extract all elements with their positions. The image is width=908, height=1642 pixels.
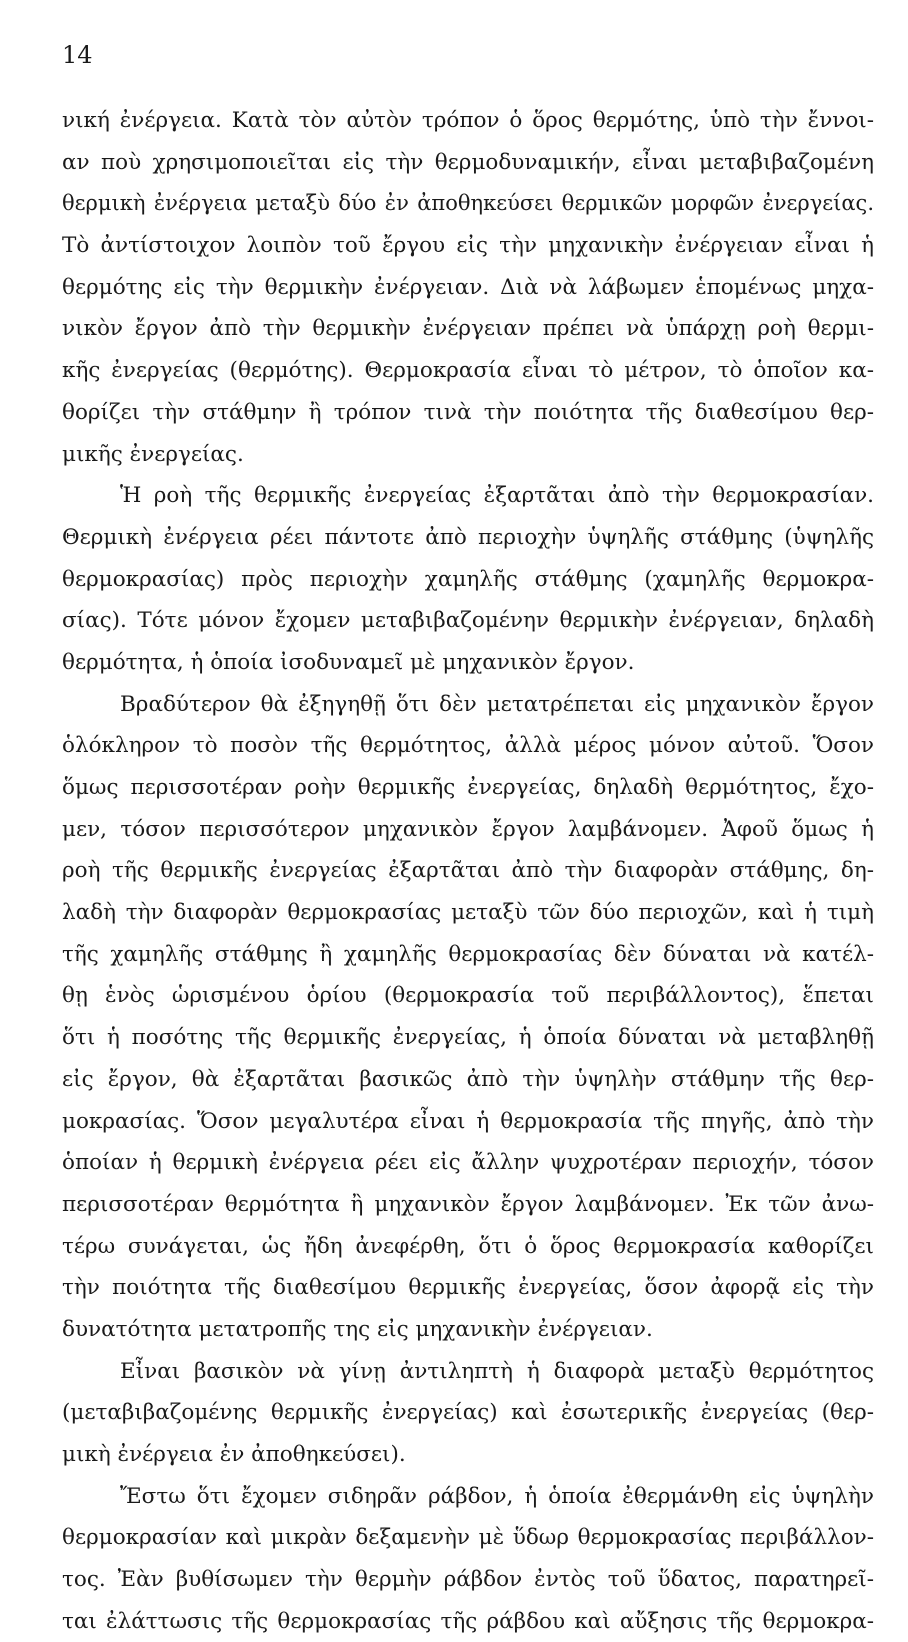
text-line: τῆς χαμηλῆς στάθμης ἢ χαμηλῆς θερμοκρασίας δὲν δύναται νὰ κατέλ- [62,941,874,967]
text-line: θῃ ἑνὸς ὡρισμένου ὁρίου (θερμοκρασία τοῦ περιβάλλοντος), ἕπεται [62,983,874,1009]
text-line: περισσοτέραν θερμότητα ἢ μηχανικὸν ἔργον λαμβάνομεν. Ἐκ τῶν ἀνω- [62,1191,874,1217]
text-line: σίας). Τότε μόνον ἔχομεν μεταβιβαζομένην θερμικὴν ἐνέργειαν, δηλαδὴ [62,608,874,634]
text-line: ὅμως περισσοτέραν ροὴν θερμικῆς ἐνεργείας, δηλαδὴ θερμότητος, ἔχο- [62,775,874,800]
text-line: αν ποὺ χρησιμοποιεῖται εἰς τὴν θερμοδυναμικήν, εἶναι μεταβιβαζομένη [62,149,874,175]
page-number: 14 [62,41,93,69]
text-line: Τὸ ἀντίστοιχον λοιπὸν τοῦ ἔργου εἰς τὴν μηχανικὴν ἐνέργειαν εἶναι ἡ [62,233,874,259]
text-line: θερμοκρασίας) πρὸς περιοχὴν χαμηλῆς στάθμης (χαμηλῆς θερμοκρα- [62,566,874,592]
text-line: κῆς ἐνεργείας (θερμότης). Θερμοκρασία εἶναι τὸ μέτρον, τὸ ὁποῖον κα- [62,358,874,384]
text-line: δυνατότητα μετατροπῆς της εἰς μηχανικὴν ἐνέργειαν. [62,1316,653,1342]
text-line: Θερμικὴ ἐνέργεια ρέει πάντοτε ἀπὸ περιοχὴν ὑψηλῆς στάθμης (ὑψηλῆς [62,524,874,550]
text-line: (μεταβιβαζομένης θερμικῆς ἐνεργείας) καὶ ἐσωτερικῆς ἐνεργείας (θερ- [62,1400,874,1426]
text-line: τος. Ἐὰν βυθίσωμεν τὴν θερμὴν ράβδον ἐντὸς τοῦ ὕδατος, παρατηρεῖ- [62,1567,874,1593]
text-line: μεν, τόσον περισσότερον μηχανικὸν ἔργον λαμβάνομεν. Ἀφοῦ ὅμως ἡ [62,816,874,842]
text-line: Ἔστω ὅτι ἔχομεν σιδηρᾶν ράβδον, ἡ ὁποία ἐθερμάνθη εἰς ὑψηλὴν [120,1483,874,1509]
text-line: νική ἐνέργεια. Κατὰ τὸν αὐτὸν τρόπον ὁ ὅρος θερμότης, ὑπὸ τὴν ἔννοι- [62,108,874,133]
text-line: λαδὴ τὴν διαφορὰν θερμοκρασίας μεταξὺ τῶν δύο περιοχῶν, καὶ ἡ τιμὴ [62,900,874,926]
text-line: μικὴ ἐνέργεια ἐν ἀποθηκεύσει). [62,1442,406,1467]
text-line: εἰς ἔργον, θὰ ἐξαρτᾶται βασικῶς ἀπὸ τὴν ὑψηλὴν στάθμην τῆς θερ- [62,1066,874,1092]
text-line: Βραδύτερον θὰ ἐξηγηθῇ ὅτι δὲν μετατρέπεται εἰς μηχανικὸν ἔργον [120,691,874,717]
text-line: νικὸν ἔργον ἀπὸ τὴν θερμικὴν ἐνέργειαν πρέπει νὰ ὑπάρχῃ ροὴ θερμι- [62,316,874,342]
text-line: μοκρασίας. Ὅσον μεγαλυτέρα εἶναι ἡ θερμοκρασία τῆς πηγῆς, ἀπὸ τὴν [62,1108,874,1134]
text-line: ροὴ τῆς θερμικῆς ἐνεργείας ἐξαρτᾶται ἀπὸ τὴν διαφορὰν στάθμης, δη- [62,858,874,884]
text-line: θερμοκρασίαν καὶ μικρὰν δεξαμενὴν μὲ ὕδωρ θερμοκρασίας περιβάλλον- [62,1525,874,1551]
text-line: θερμότης εἰς τὴν θερμικὴν ἐνέργειαν. Διὰ νὰ λάβωμεν ἑπομένως μηχα- [62,274,874,300]
text-line: θερμικὴ ἐνέργεια μεταξὺ δύο ἐν ἀποθηκεύσει θερμικῶν μορφῶν ἐνεργείας. [62,191,874,216]
text-line: ὁποίαν ἡ θερμικὴ ἐνέργεια ρέει εἰς ἄλλην ψυχροτέραν περιοχήν, τόσον [62,1150,874,1176]
text-line: τέρω συνάγεται, ὡς ἤδη ἀνεφέρθη, ὅτι ὁ ὅρος θερμοκρασία καθορίζει [62,1233,874,1259]
text-line: μικῆς ἐνεργείας. [62,441,244,467]
text-line: θερμότητα, ἡ ὁποία ἰσοδυναμεῖ μὲ μηχανικὸν ἔργον. [62,649,635,675]
text-line: ὅτι ἡ ποσότης τῆς θερμικῆς ἐνεργείας, ἡ ὁποία δύναται νὰ μεταβληθῇ [62,1025,874,1051]
text-line: Εἶναι βασικὸν νὰ γίνῃ ἀντιληπτὴ ἡ διαφορὰ μεταξὺ θερμότητος [120,1358,874,1384]
text-line: ται ἐλάττωσις τῆς θερμοκρασίας τῆς ράβδου καὶ αὔξησις τῆς θερμοκρα- [62,1608,874,1634]
body-text [62,100,874,1642]
text-line: τὴν ποιότητα τῆς διαθεσίμου θερμικῆς ἐνεργείας, ὅσον ἀφορᾷ εἰς τὴν [62,1275,874,1301]
text-line: ὁλόκληρον τὸ ποσὸν τῆς θερμότητος, ἀλλὰ μέρος μόνον αὐτοῦ. Ὅσον [62,733,874,759]
text-line: Ἡ ροὴ τῆς θερμικῆς ἐνεργείας ἐξαρτᾶται ἀπὸ τὴν θερμοκρασίαν. [120,483,874,509]
text-line: θορίζει τὴν στάθμην ἢ τρόπον τινὰ τὴν ποιότητα τῆς διαθεσίμου θερ- [62,399,874,425]
